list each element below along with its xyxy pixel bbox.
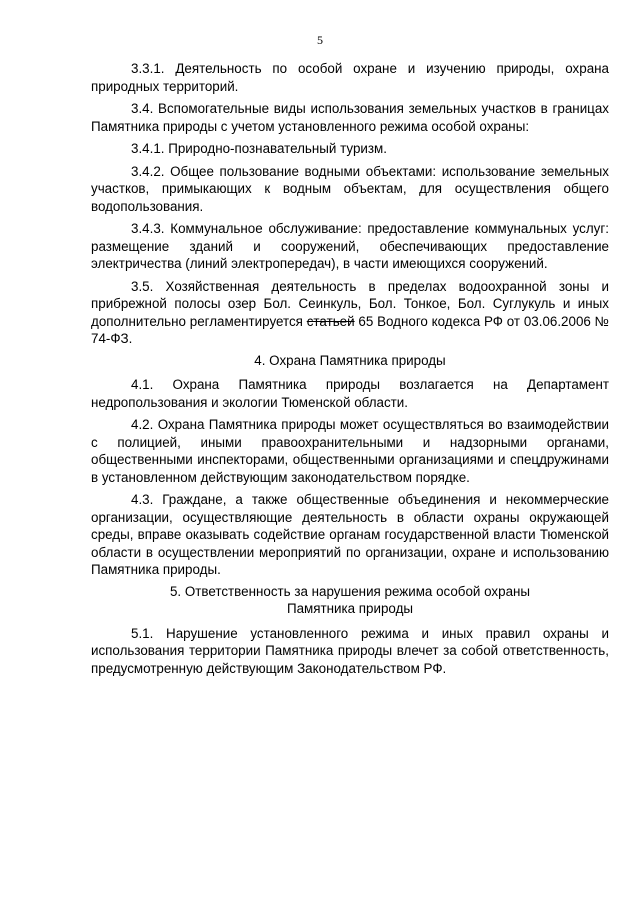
section-5-heading	[91, 583, 609, 618]
section-4-heading: 4. Охрана Памятника природы	[254, 352, 446, 368]
struck-word: статьей	[306, 313, 355, 329]
section-5-heading-line2: Памятника природы	[286, 601, 414, 616]
paragraph-3-3-1: 3.3.1. Деятельность по особой охране и изучению природы, охрана природных территорий.	[91, 61, 609, 94]
paragraph-3-5	[91, 278, 609, 348]
document-body	[91, 60, 609, 682]
paragraph-4-1: 4.1. Охрана Памятника природы возлагается на Департамент недропользования и экологии Тюменской области.	[91, 377, 609, 410]
paragraph-3-4-3: 3.4.3. Коммунальное обслуживание: предоставление коммунальных услуг: размещение зданий и сооружений, обеспечивающих предоставление электричества (линий электропередач), в части имеющихся сооружений.	[91, 221, 609, 271]
paragraph-3-4-2: 3.4.2. Общее пользование водными объектами: использование земельных участков, примыкающих к водным объектам, для осуществления общего водопользования.	[91, 163, 609, 214]
paragraph-3-4: 3.4. Вспомогательные виды использования земельных участков в границах Памятника природы с учетом установленного режима особой охраны:	[91, 101, 609, 134]
paragraph-4-3: 4.3. Граждане, а также общественные объединения и некоммерческие организации, осуществляющие деятельность в области охраны окружающей среды, вправе оказывать содействие органам государственной власти Тюменской области в осуществлении мероприятий по организации, охране и использованию Памятника природы.	[91, 492, 609, 577]
section-5-heading-line1: 5. Ответственность за нарушения режима особой охраны	[169, 583, 531, 599]
paragraph-4-2: 4.2. Охрана Памятника природы может осуществляться во взаимодействии с полицией, иными правоохранительными и надзорными органами, общественными инспекторами, общественными организациями и спецдружинами в установленном действующим законодательством порядке.	[91, 417, 609, 485]
page-number: 5	[317, 33, 323, 47]
paragraph-3-5-tail: 65 Водного кодекса РФ от 03.06.2006 № 74-ФЗ.	[91, 313, 610, 346]
paragraph-3-5-text: 3.5. Хозяйственная деятельность в пределах водоохранной зоны и прибрежной полосы озер Бол. Сеинкуль, Бол. Тонкое, Бол. Суглукуль и иных дополнительно регламентируется	[91, 278, 609, 329]
paragraph-5-1: 5.1. Нарушение установленного режима и иных правил охраны и использования территории Памятника природы влечет за собой ответственность, предусмотренную действующим Законодательством РФ.	[91, 625, 609, 676]
paragraph-3-4-1: 3.4.1. Природно-познавательный туризм.	[131, 141, 387, 156]
